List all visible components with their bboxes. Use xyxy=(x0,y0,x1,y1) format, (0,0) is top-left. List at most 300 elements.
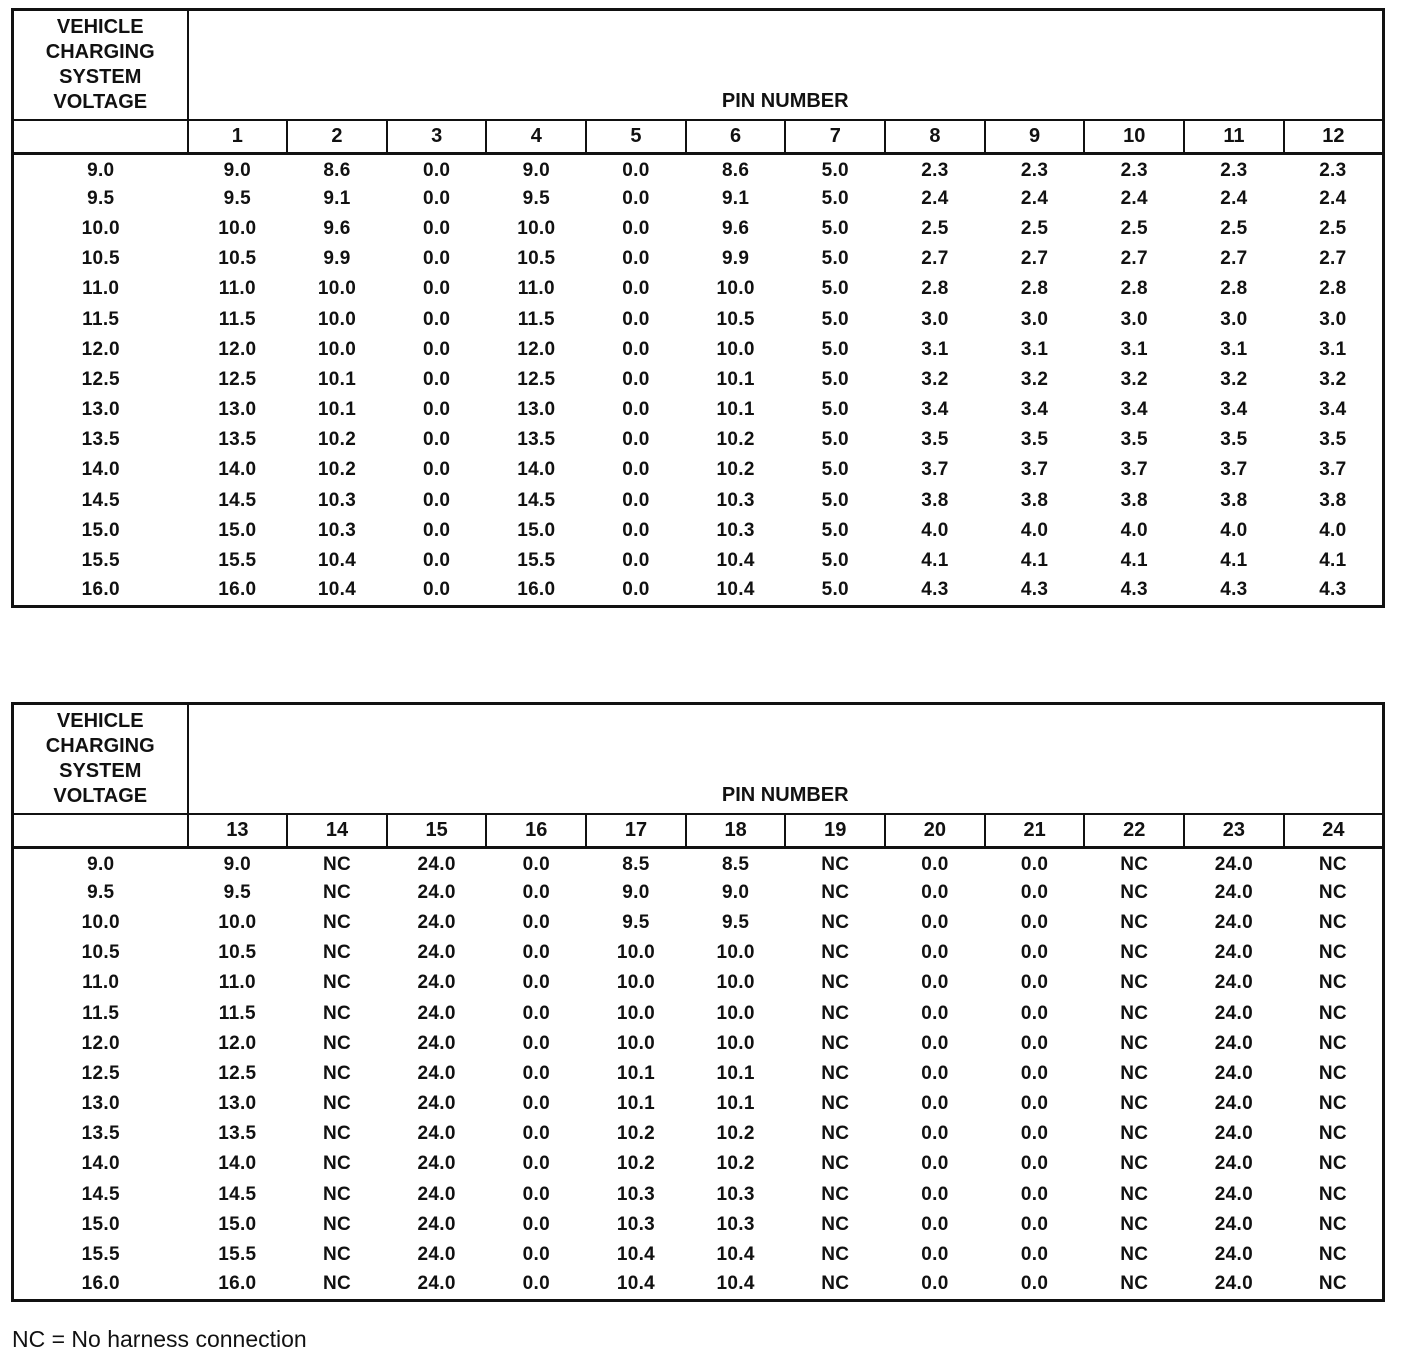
system-voltage-cell: 15.5 xyxy=(81,1244,120,1266)
pin-voltage-cell: 10.2 xyxy=(716,429,755,451)
pin-voltage-cell: 10.5 xyxy=(517,248,556,270)
pin-voltage-cell: 0.0 xyxy=(522,1032,550,1054)
pin-voltage-cell: 10.0 xyxy=(716,1032,755,1054)
pin-number-cell: 10 xyxy=(1084,120,1184,154)
pin-voltage-cell: NC xyxy=(1318,881,1347,903)
pin-voltage-cell: 8.6 xyxy=(721,160,750,182)
pin-voltage-cell: 2.4 xyxy=(921,187,949,209)
pin-voltage-cell: 10.0 xyxy=(517,217,556,239)
system-voltage-cell: 9.0 xyxy=(87,854,115,876)
pin-number-cell: 1 xyxy=(188,120,288,154)
pin-voltage-cell: 0.0 xyxy=(622,429,650,451)
pin-voltage-cell: 8.5 xyxy=(721,854,750,876)
system-voltage-cell: 12.5 xyxy=(81,1062,120,1084)
pin-number-cell: 20 xyxy=(885,814,985,848)
pin-voltage-cell: NC xyxy=(322,854,351,876)
pin-voltage-cell: 2.3 xyxy=(1020,160,1049,182)
pin-voltage-cell: 5.0 xyxy=(821,217,849,239)
pin-voltage-cell: NC xyxy=(1318,1093,1347,1115)
pin-voltage-cell: 3.4 xyxy=(1220,399,1248,421)
pin-voltage-cell: 0.0 xyxy=(422,368,451,390)
pin-voltage-cell: 3.5 xyxy=(1319,429,1347,451)
pin-voltage-cell: 10.0 xyxy=(716,338,755,360)
pin-voltage-cell: 10.0 xyxy=(616,972,656,994)
pin-voltage-cell: 11.0 xyxy=(218,278,256,300)
pin-voltage-cell: 15.5 xyxy=(517,550,556,572)
table-row xyxy=(13,274,1384,304)
system-voltage-cell: 12.0 xyxy=(81,1032,120,1054)
pin-voltage-cell: 24.0 xyxy=(417,1062,456,1084)
pin-voltage-cell: 3.8 xyxy=(1120,489,1148,511)
pin-voltage-cell: 0.0 xyxy=(622,248,650,270)
pin-number-cell: 14 xyxy=(287,814,387,848)
pin-voltage-cell: NC xyxy=(821,972,850,994)
table-row xyxy=(13,365,1384,395)
pin-voltage-cell: 4.0 xyxy=(1319,519,1347,541)
pin-voltage-cell: 0.0 xyxy=(622,489,650,511)
pin-voltage-cell: NC xyxy=(1120,1002,1149,1024)
pin-voltage-cell: 0.0 xyxy=(1020,911,1049,933)
pin-voltage-cell: 24.0 xyxy=(1214,972,1253,994)
pin-voltage-cell: 3.8 xyxy=(1020,489,1049,511)
pin-voltage-cell: 3.5 xyxy=(1220,429,1248,451)
pin-voltage-cell: 24.0 xyxy=(1214,1183,1253,1205)
pin-voltage-cell: 9.5 xyxy=(223,881,251,903)
pin-voltage-cell: 4.0 xyxy=(1120,519,1148,541)
pin-number-cell: 16 xyxy=(486,814,586,848)
pin-voltage-cell: 3.2 xyxy=(1319,368,1347,390)
pin-voltage-cell: 2.5 xyxy=(1319,217,1347,239)
pin-voltage-cell: 10.4 xyxy=(616,1244,656,1266)
system-voltage-cell: 15.0 xyxy=(81,1213,120,1235)
pin-voltage-cell: 0.0 xyxy=(921,1273,949,1295)
pin-voltage-cell: 2.5 xyxy=(1120,217,1148,239)
pin-voltage-cell: 0.0 xyxy=(422,248,451,270)
pin-voltage-cell: 9.5 xyxy=(721,911,750,933)
pin-voltage-cell: 10.4 xyxy=(317,550,357,572)
pin-voltage-cell: 3.4 xyxy=(1319,399,1347,421)
footnote: NC = No harness connection xyxy=(12,1326,307,1352)
pin-voltage-cell: 3.1 xyxy=(1319,338,1347,360)
pin-voltage-cell: 0.0 xyxy=(622,399,650,421)
system-voltage-cell: 14.0 xyxy=(81,459,120,481)
system-voltage-cell: 11.0 xyxy=(82,278,120,300)
pin-voltage-cell: NC xyxy=(1120,1032,1149,1054)
system-voltage-cell: 16.0 xyxy=(81,579,120,601)
pin-voltage-cell: 10.2 xyxy=(616,1123,656,1145)
pin-voltage-cell: 5.0 xyxy=(821,248,849,270)
pin-voltage-cell: 0.0 xyxy=(522,911,550,933)
pin-voltage-cell: 9.6 xyxy=(323,217,351,239)
pin-voltage-cell: 10.3 xyxy=(616,1183,656,1205)
pin-voltage-cell: NC xyxy=(1318,972,1347,994)
pin-voltage-cell: NC xyxy=(322,972,351,994)
system-voltage-cell: 9.5 xyxy=(87,881,115,903)
pin-voltage-cell: NC xyxy=(821,1032,850,1054)
system-voltage-cell: 11.0 xyxy=(82,972,120,994)
pin-voltage-cell: NC xyxy=(1318,1123,1347,1145)
pin-number-row xyxy=(13,814,1384,848)
table-row xyxy=(13,1119,1384,1149)
pin-voltage-cell: 4.3 xyxy=(1319,579,1347,601)
pin-voltage-cell: 4.3 xyxy=(1020,579,1049,601)
pin-voltage-cell: 10.4 xyxy=(716,1273,755,1295)
pin-voltage-cell: 10.2 xyxy=(317,429,357,451)
pin-voltage-cell: 10.1 xyxy=(616,1093,656,1115)
pin-voltage-cell: 3.0 xyxy=(921,308,949,330)
pin-voltage-cell: NC xyxy=(821,1153,850,1175)
pin-voltage-cell: 9.0 xyxy=(721,881,750,903)
pin-voltage-cell: 5.0 xyxy=(821,489,849,511)
pin-voltage-cell: 12.5 xyxy=(218,1062,257,1084)
table-row xyxy=(13,154,1384,184)
pin-voltage-cell: 3.4 xyxy=(1120,399,1148,421)
pin-number-cell: 8 xyxy=(885,120,985,154)
pin-voltage-cell: 0.0 xyxy=(522,1123,550,1145)
pin-voltage-cell: 15.5 xyxy=(218,550,257,572)
pin-voltage-cell: 3.7 xyxy=(921,459,949,481)
pin-voltage-cell: 24.0 xyxy=(1214,1062,1253,1084)
table-row xyxy=(13,1180,1384,1210)
pin-voltage-cell: 24.0 xyxy=(1214,1153,1253,1175)
pin-voltage-cell: 0.0 xyxy=(522,1273,550,1295)
pin-voltage-cell: NC xyxy=(322,1032,351,1054)
pin-voltage-cell: 10.1 xyxy=(317,399,357,421)
pin-voltage-cell: 0.0 xyxy=(522,1002,550,1024)
pin-voltage-cell: 2.3 xyxy=(1319,160,1347,182)
pin-voltage-cell: 16.0 xyxy=(218,579,257,601)
pin-voltage-cell: 15.5 xyxy=(218,1244,257,1266)
pin-voltage-cell: 11.5 xyxy=(517,308,555,330)
pin-voltage-cell: 24.0 xyxy=(417,1183,456,1205)
system-voltage-cell: 10.0 xyxy=(81,217,120,239)
pin-voltage-cell: 0.0 xyxy=(921,1183,949,1205)
pin-voltage-cell: 2.7 xyxy=(1319,248,1347,270)
pin-voltage-cell: 0.0 xyxy=(422,519,451,541)
pin-voltage-cell: 10.1 xyxy=(616,1062,656,1084)
pin-voltage-cell: NC xyxy=(1120,881,1149,903)
system-voltage-cell: 15.0 xyxy=(81,519,120,541)
pin-voltage-cell: 15.0 xyxy=(218,519,257,541)
pin-voltage-cell: 14.0 xyxy=(218,1153,257,1175)
pin-voltage-cell: 10.0 xyxy=(716,278,755,300)
pin-voltage-cell: 13.0 xyxy=(218,399,257,421)
system-voltage-cell: 12.0 xyxy=(81,338,120,360)
header-line: VOLTAGE xyxy=(53,90,148,113)
system-voltage-cell: 13.5 xyxy=(81,429,120,451)
pin-voltage-cell: 0.0 xyxy=(622,368,650,390)
pin-voltage-cell: 10.0 xyxy=(716,942,755,964)
pin-voltage-cell: 9.0 xyxy=(223,854,251,876)
pin-voltage-cell: 0.0 xyxy=(921,1213,949,1235)
pin-voltage-cell: 16.0 xyxy=(517,579,556,601)
pin-voltage-cell: 4.1 xyxy=(1319,550,1347,572)
system-voltage-cell: 10.5 xyxy=(81,248,120,270)
table-row xyxy=(13,1149,1384,1179)
pin-voltage-cell: 24.0 xyxy=(1214,911,1253,933)
pin-voltage-cell: 10.0 xyxy=(317,308,357,330)
pin-voltage-cell: 2.8 xyxy=(921,278,949,300)
pin-voltage-cell: 10.3 xyxy=(317,519,357,541)
pin-voltage-cell: 9.0 xyxy=(522,160,550,182)
system-voltage-cell: 11.5 xyxy=(82,1002,120,1024)
pin-voltage-cell: 10.1 xyxy=(716,1062,755,1084)
pin-voltage-cell: NC xyxy=(322,1093,351,1115)
pin-voltage-cell: 0.0 xyxy=(422,399,451,421)
pin-number-cell: 13 xyxy=(188,814,288,848)
pin-voltage-cell: 24.0 xyxy=(417,881,456,903)
pin-voltage-cell: 10.0 xyxy=(218,911,257,933)
pin-voltage-cell: 10.3 xyxy=(716,1183,755,1205)
pin-voltage-cell: 9.5 xyxy=(622,911,650,933)
pin-number-cell: 12 xyxy=(1284,120,1384,154)
pin-voltage-cell: 5.0 xyxy=(821,459,849,481)
table-row xyxy=(13,1240,1384,1270)
pin-voltage-cell: 0.0 xyxy=(522,1244,550,1266)
pin-voltage-cell: 3.4 xyxy=(921,399,949,421)
pin-voltage-cell: 2.4 xyxy=(1220,187,1248,209)
pin-voltage-cell: 10.4 xyxy=(716,550,755,572)
pin-voltage-cell: NC xyxy=(1318,1183,1347,1205)
pin-voltage-cell: 10.2 xyxy=(716,1153,755,1175)
pin-voltage-cell: 5.0 xyxy=(821,429,849,451)
pin-voltage-cell: 9.9 xyxy=(323,248,351,270)
header-line: CHARGING xyxy=(45,734,155,757)
pin-voltage-cell: NC xyxy=(1318,854,1347,876)
pin-voltage-cell: 0.0 xyxy=(921,1002,949,1024)
pin-voltage-cell: 8.6 xyxy=(323,160,351,182)
pin-voltage-cell: 4.0 xyxy=(921,519,949,541)
pin-voltage-cell: 3.2 xyxy=(1020,368,1049,390)
pin-voltage-cell: 10.2 xyxy=(317,459,357,481)
pin-voltage-cell: 2.4 xyxy=(1319,187,1347,209)
pin-voltage-cell: NC xyxy=(1318,1273,1347,1295)
pin-voltage-cell: 24.0 xyxy=(417,942,456,964)
pin-voltage-cell: 10.1 xyxy=(716,368,755,390)
pin-voltage-cell: 3.8 xyxy=(1319,489,1347,511)
pin-voltage-cell: NC xyxy=(322,1213,351,1235)
pin-voltage-cell: 2.7 xyxy=(1020,248,1049,270)
pin-voltage-cell: 14.0 xyxy=(218,459,257,481)
pin-voltage-cell: 0.0 xyxy=(622,217,650,239)
table-row xyxy=(13,908,1384,938)
pin-voltage-cell: 0.0 xyxy=(1020,1273,1049,1295)
table-row xyxy=(13,304,1384,334)
pin-voltage-table-2 xyxy=(11,702,1385,1302)
pin-voltage-cell: 0.0 xyxy=(522,972,550,994)
pin-voltage-cell: 24.0 xyxy=(1214,942,1253,964)
pin-number-cell: 22 xyxy=(1084,814,1184,848)
header-line: SYSTEM xyxy=(59,65,142,88)
pin-voltage-cell: 0.0 xyxy=(1020,1213,1049,1235)
pin-voltage-cell: 5.0 xyxy=(821,399,849,421)
pin-voltage-cell: 0.0 xyxy=(1020,1183,1049,1205)
system-voltage-cell: 13.5 xyxy=(81,1123,120,1145)
table-row xyxy=(13,214,1384,244)
table-row xyxy=(13,1210,1384,1240)
pin-voltage-cell: 3.1 xyxy=(1020,338,1049,360)
pin-voltage-cell: 0.0 xyxy=(921,1244,949,1266)
pin-voltage-cell: NC xyxy=(1120,1093,1149,1115)
pin-voltage-cell: NC xyxy=(1120,1183,1149,1205)
pin-voltage-cell: 13.5 xyxy=(517,429,556,451)
pin-voltage-cell: 3.8 xyxy=(1220,489,1248,511)
pin-voltage-cell: 0.0 xyxy=(522,942,550,964)
table-row xyxy=(13,848,1384,878)
pin-voltage-cell: 3.7 xyxy=(1120,459,1148,481)
pin-voltage-cell: NC xyxy=(1120,854,1149,876)
system-voltage-cell: 15.5 xyxy=(81,550,120,572)
pin-voltage-cell: 14.5 xyxy=(218,1183,257,1205)
header-line: VOLTAGE xyxy=(53,784,148,807)
pin-voltage-cell: 10.3 xyxy=(716,1213,755,1235)
pin-voltage-cell: NC xyxy=(821,1093,850,1115)
pin-voltage-cell: 0.0 xyxy=(622,550,650,572)
system-voltage-cell: 14.0 xyxy=(81,1153,120,1175)
pin-voltage-cell: 5.0 xyxy=(821,338,849,360)
pin-voltage-cell: 3.7 xyxy=(1319,459,1347,481)
pin-voltage-cell: 3.1 xyxy=(921,338,949,360)
pin-voltage-cell: 0.0 xyxy=(422,489,451,511)
pin-voltage-cell: NC xyxy=(1120,1213,1149,1235)
pin-voltage-cell: 0.0 xyxy=(422,579,451,601)
pin-voltage-cell: 3.0 xyxy=(1319,308,1347,330)
pin-voltage-cell: 5.0 xyxy=(821,579,849,601)
pin-voltage-cell: NC xyxy=(1120,1062,1149,1084)
pin-voltage-cell: 10.0 xyxy=(716,1002,755,1024)
pin-voltage-cell: 24.0 xyxy=(417,911,456,933)
pin-voltage-cell: NC xyxy=(1318,942,1347,964)
pin-voltage-cell: 10.1 xyxy=(716,399,755,421)
system-voltage-cell: 12.5 xyxy=(81,368,120,390)
pin-number-cell: 17 xyxy=(586,814,686,848)
table-row xyxy=(13,546,1384,576)
pin-voltage-cell: 0.0 xyxy=(522,1153,550,1175)
pin-number-cell: 6 xyxy=(686,120,786,154)
pin-voltage-cell: 3.0 xyxy=(1220,308,1248,330)
pin-number-cell: 9 xyxy=(985,120,1085,154)
table-row xyxy=(13,184,1384,214)
pin-voltage-cell: 10.0 xyxy=(616,1032,656,1054)
header-line: SYSTEM xyxy=(59,759,142,782)
pin-voltage-cell: NC xyxy=(1318,1032,1347,1054)
pin-voltage-cell: NC xyxy=(1120,942,1149,964)
pin-voltage-cell: 11.0 xyxy=(218,972,256,994)
pin-voltage-cell: 5.0 xyxy=(821,519,849,541)
pin-voltage-cell: 2.8 xyxy=(1020,278,1049,300)
pin-voltage-cell: 24.0 xyxy=(1214,881,1253,903)
system-voltage-cell: 13.0 xyxy=(81,1093,120,1115)
pin-voltage-cell: 10.2 xyxy=(616,1153,656,1175)
pin-voltage-cell: 0.0 xyxy=(1020,881,1049,903)
voltage-rows xyxy=(13,848,1384,1301)
pin-number-row xyxy=(13,120,1384,154)
pin-voltage-cell: 2.3 xyxy=(1220,160,1248,182)
pin-voltage-cell: 4.1 xyxy=(1220,550,1248,572)
pin-voltage-cell: 10.4 xyxy=(616,1273,656,1295)
pin-voltage-cell: 3.0 xyxy=(1020,308,1049,330)
pin-voltage-cell: 3.0 xyxy=(1120,308,1148,330)
pin-voltage-cell: 10.0 xyxy=(716,972,755,994)
pin-voltage-cell: 0.0 xyxy=(1020,854,1049,876)
pin-voltage-cell: 0.0 xyxy=(1020,942,1049,964)
pin-voltage-cell: 0.0 xyxy=(1020,1062,1049,1084)
pin-voltage-cell: 0.0 xyxy=(522,1213,550,1235)
voltage-column-header xyxy=(13,704,188,814)
pin-voltage-cell: 0.0 xyxy=(422,217,451,239)
pin-voltage-cell: NC xyxy=(1120,911,1149,933)
pin-voltage-cell: 0.0 xyxy=(422,338,451,360)
pin-voltage-cell: 2.8 xyxy=(1220,278,1248,300)
pin-voltage-cell: 0.0 xyxy=(1020,1002,1049,1024)
pin-voltage-cell: 10.4 xyxy=(716,579,755,601)
pin-voltage-cell: NC xyxy=(322,1153,351,1175)
voltage-rows xyxy=(13,154,1384,607)
pin-voltage-cell: 2.5 xyxy=(1220,217,1248,239)
pin-voltage-cell: 0.0 xyxy=(921,881,949,903)
pin-voltage-cell: 24.0 xyxy=(417,972,456,994)
pin-voltage-cell: 10.2 xyxy=(716,1123,755,1145)
pin-voltage-cell: 3.5 xyxy=(1120,429,1148,451)
pin-voltage-cell: 3.2 xyxy=(1120,368,1148,390)
pin-voltage-cell: 9.1 xyxy=(323,187,351,209)
pin-voltage-cell: 0.0 xyxy=(622,187,650,209)
pin-number-cell: 3 xyxy=(387,120,487,154)
pin-voltage-cell: 11.0 xyxy=(517,278,555,300)
pin-voltage-cell: NC xyxy=(322,911,351,933)
pin-voltage-table-1 xyxy=(11,8,1385,608)
pin-voltage-cell: 14.0 xyxy=(517,459,556,481)
table-row xyxy=(13,1029,1384,1059)
table-row xyxy=(13,998,1384,1028)
pin-number-cell: 19 xyxy=(785,814,885,848)
header-line: VEHICLE xyxy=(56,709,144,732)
pin-voltage-cell: NC xyxy=(1318,1062,1347,1084)
system-voltage-cell: 14.5 xyxy=(81,489,120,511)
pin-number-cell: 23 xyxy=(1184,814,1284,848)
system-voltage-cell: 11.5 xyxy=(82,308,120,330)
pin-voltage-cell: NC xyxy=(1120,1273,1149,1295)
pin-voltage-cell: 14.5 xyxy=(517,489,556,511)
pin-number-cell: 4 xyxy=(486,120,586,154)
pin-voltage-cell: 0.0 xyxy=(921,1093,949,1115)
pin-voltage-cell: 24.0 xyxy=(1214,1273,1253,1295)
pin-voltage-cell: 2.3 xyxy=(1120,160,1148,182)
pin-voltage-cell: 0.0 xyxy=(522,1093,550,1115)
pin-voltage-cell: NC xyxy=(322,881,351,903)
pin-voltage-cell: 0.0 xyxy=(1020,1244,1049,1266)
pin-voltage-cell: 0.0 xyxy=(422,187,451,209)
pin-voltage-cell: 2.8 xyxy=(1319,278,1347,300)
pin-voltage-cell: 24.0 xyxy=(417,1123,456,1145)
pin-voltage-cell: 3.2 xyxy=(1220,368,1248,390)
system-voltage-cell: 16.0 xyxy=(81,1273,120,1295)
pin-voltage-cell: 11.5 xyxy=(218,308,256,330)
pin-voltage-cell: 0.0 xyxy=(422,459,451,481)
pin-voltage-cell: 8.5 xyxy=(622,854,650,876)
pin-voltage-cell: 0.0 xyxy=(422,278,451,300)
pin-voltage-cell: NC xyxy=(821,1244,850,1266)
pin-voltage-cell: 5.0 xyxy=(821,308,849,330)
pin-voltage-cell: 10.3 xyxy=(716,489,755,511)
pin-voltage-cell: 5.0 xyxy=(821,368,849,390)
pin-voltage-cell: 24.0 xyxy=(417,1213,456,1235)
pin-voltage-cell: 2.7 xyxy=(1220,248,1248,270)
pin-voltage-cell: 3.1 xyxy=(1120,338,1148,360)
pin-voltage-cell: 4.0 xyxy=(1020,519,1049,541)
pin-voltage-cell: NC xyxy=(322,1183,351,1205)
pin-voltage-cell: 0.0 xyxy=(622,459,650,481)
